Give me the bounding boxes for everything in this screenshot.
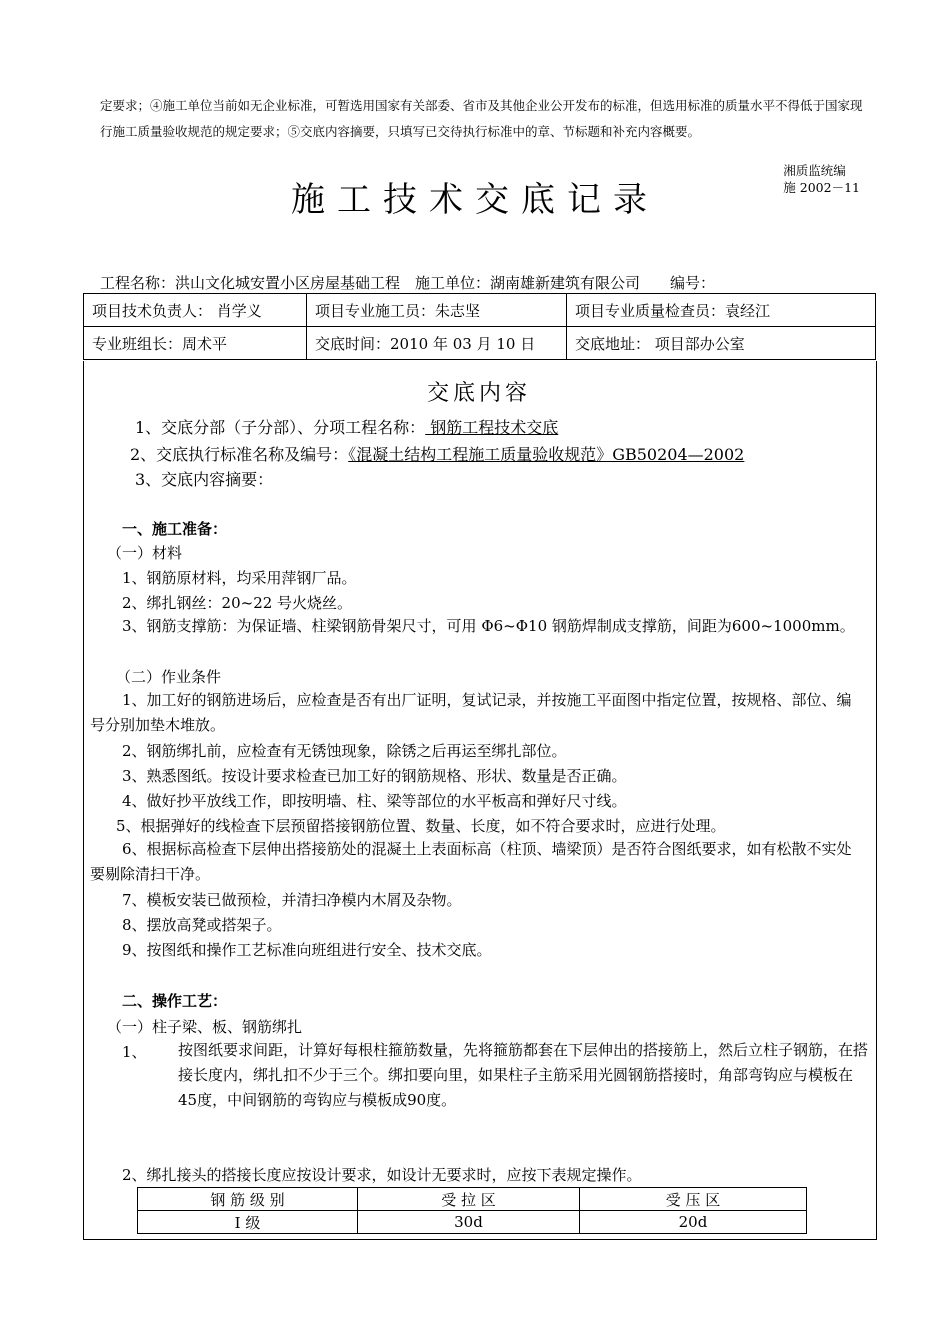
condition-1: 1、加工好的钢筋进场后，应检查是否有出厂证明，复试记录，并按施工平面图中指定位置，按规格、部位、编号分别加垫木堆放。 <box>90 691 852 734</box>
col-header-tension: 受 拉 区 <box>358 1188 580 1211</box>
process-2: 2、绑扎接头的搭接长度应按设计要求，如设计无要求时，应按下表规定操作。 <box>122 1166 642 1184</box>
section-1-sub-materials: （一）材料 <box>107 544 183 562</box>
item-1-value: 钢筋工程技术交底 <box>425 418 559 437</box>
lap-length-table <box>137 1187 807 1234</box>
cell-tension: 30d <box>358 1211 580 1234</box>
condition-6: 6、根据标高检查下层伸出搭接筋处的混凝土上表面标高（柱顶、墙梁顶）是否符合图纸要求，如有松散不实处要剔除清扫干净。 <box>90 840 852 883</box>
header-row <box>84 327 876 360</box>
content-heading: 交底内容 <box>426 381 531 406</box>
item-3: 3、交底内容摘要： <box>135 470 274 489</box>
condition-2: 2、钢筋绑扎前，应检查有无锈蚀现象，除锈之后再运至绑扎部位。 <box>122 742 567 760</box>
section-1-title: 一、施工准备： <box>122 520 228 538</box>
header-table <box>83 293 876 360</box>
quality-inspector-cell: 项目专业质量检查员：袁经江 <box>567 294 876 327</box>
item-1-label: 1、交底分部（子分部）、分项工程名称： <box>135 418 426 437</box>
item-1 <box>135 415 558 438</box>
condition-9: 9、按图纸和操作工艺标准向班组进行安全、技术交底。 <box>122 941 492 959</box>
condition-5: 5、根据弹好的线检查下层预留搭接钢筋位置、数量、长度，如不符合要求时，应进行处理。 <box>116 817 726 835</box>
form-code-line1: 湘质监统编 <box>783 163 846 178</box>
table-row <box>138 1211 807 1234</box>
construction-officer-cell: 项目专业施工员：朱志坚 <box>307 294 567 327</box>
material-3: 3、钢筋支撑筋：为保证墙、柱梁钢筋骨架尺寸，可用 Φ6~Φ10 钢筋焊制成支撑筋，间距为600~1000mm。 <box>122 617 855 635</box>
section-1-sub-conditions: （二）作业条件 <box>116 668 222 686</box>
lap-table-header-row <box>138 1188 807 1211</box>
top-note: 定要求；④施工单位当前如无企业标准，可暂选用国家有关部委、省市及其他企业公开发布的标准，但选用标准的质量水平不得低于国家现行施工质量验收规范的规定要求；⑤交底内容摘要，只填写已交待执行标准中的章、节标题和补充内容概要。 <box>100 98 863 139</box>
section-2-title: 二、操作工艺： <box>122 992 228 1010</box>
condition-8: 8、摆放高凳或搭架子。 <box>122 916 282 934</box>
briefing-time-cell: 交底时间：2010 年 03 月 10 日 <box>307 327 567 360</box>
header-row <box>84 294 876 327</box>
page-title: 施工技术交底记录 <box>291 180 659 220</box>
item-2-value: 《混凝土结构工程施工质量验收规范》GB50204—2002 <box>348 445 745 464</box>
briefing-location-cell: 交底地址： 项目部办公室 <box>567 327 876 360</box>
team-leader-cell: 专业班组长：周术平 <box>84 327 307 360</box>
item-2 <box>130 442 744 465</box>
form-code-line2: 施 2002－11 <box>783 180 860 195</box>
process-1-number: 1、 <box>122 1043 147 1061</box>
material-1: 1、钢筋原材料，均采用萍钢厂品。 <box>122 569 357 587</box>
section-2-sub-binding: （一）柱子梁、板、钢筋绑扎 <box>107 1018 303 1036</box>
condition-7: 7、模板安装已做预检，并清扫净模内木屑及杂物。 <box>122 891 462 909</box>
tech-lead-cell: 项目技术负责人： 肖学义 <box>84 294 307 327</box>
col-header-compression: 受 压 区 <box>580 1188 807 1211</box>
process-1-text: 按图纸要求间距，计算好每根柱箍筋数量，先将箍筋都套在下层伸出的搭接筋上，然后立柱子钢筋，在搭接长度内，绑扎扣不少于三个。绑扣要向里，如果柱子主筋采用光圆钢筋搭接时，角部弯钩应与模板在45度，中间钢筋的弯钩应与模板成90度。 <box>178 1041 869 1109</box>
condition-3: 3、熟悉图纸。按设计要求检查已加工好的钢筋规格、形状、数量是否正确。 <box>122 767 627 785</box>
project-line: 工程名称：洪山文化城安置小区房屋基础工程 施工单位：湖南雄新建筑有限公司 编号： <box>100 274 716 292</box>
col-header-grade: 钢 筋 级 别 <box>138 1188 358 1211</box>
item-2-label: 2、交底执行标准名称及编号： <box>130 445 349 464</box>
condition-4: 4、做好抄平放线工作，即按明墙、柱、梁等部位的水平板高和弹好尺寸线。 <box>122 792 627 810</box>
material-2: 2、绑扎钢丝：20~22 号火烧丝。 <box>122 594 353 612</box>
cell-compression: 20d <box>580 1211 807 1234</box>
cell-grade: Ⅰ 级 <box>138 1211 358 1234</box>
